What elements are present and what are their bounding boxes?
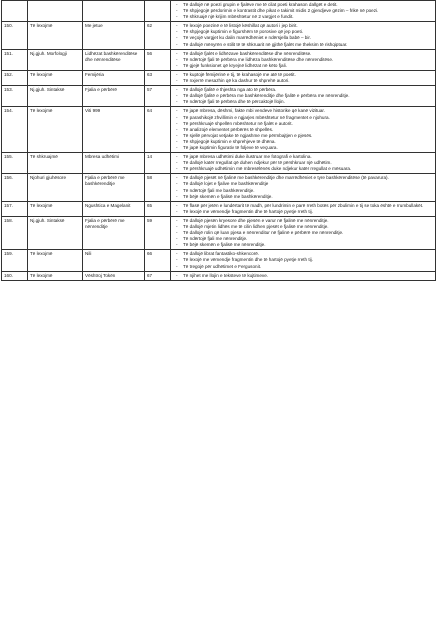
objective-item: - Të ndërtojë fjali me nënrenditje. — [173, 236, 433, 242]
table-row — [2, 271, 436, 280]
objective-item: - Të lexojë me vëmendje fragmentin dhe të hartojë pyetje rreth tij. — [173, 209, 433, 215]
objective-item: - Të japë kuptimin figurativ të foljeve të veçuara. — [173, 145, 433, 151]
objectives-cell — [171, 216, 436, 249]
hours-cell: 67 — [145, 271, 171, 280]
topic-cell: Vështroj Tokën — [83, 271, 145, 280]
table-row — [2, 174, 436, 201]
hours-cell: 63 — [145, 70, 171, 85]
objectives-cell — [171, 49, 436, 70]
objective-item: - Të dallojë lojet e fjalive me bashkërenditje — [173, 181, 433, 187]
topic-cell: Femijëria — [83, 70, 145, 85]
table-row — [2, 107, 436, 153]
objectives-cell — [171, 271, 436, 280]
objectives-list — [173, 154, 433, 172]
lesson-number-cell: 156. — [2, 174, 28, 201]
objectives-list — [173, 87, 433, 105]
objectives-cell — [171, 107, 436, 153]
objective-item: - Të gjejë funksionet që kryejnë lidhëzat në këto fjali. — [173, 63, 433, 69]
objective-item: - Të ndërtojë fjali të përbëra dhe të përcaktojë llojin. — [173, 99, 433, 105]
table-row — [2, 70, 436, 85]
objective-item: - Të dallojë fjalitë e përbëra me bashkërenditje dhe fjalitë e përbëra me nënrenditje. — [173, 93, 433, 99]
objectives-list — [173, 108, 433, 151]
category-cell: Të lexojmë — [28, 107, 83, 153]
objective-item: - Të dallojë mjetin lidhës me të cilin lidhen pjesët e fjalisë me nënrenditje. — [173, 224, 433, 230]
lesson-number-cell — [2, 1, 28, 22]
hours-cell: 62 — [145, 22, 171, 49]
objective-item: - Të dallojë mënyrën e stilit të të shkruarit në gjithë fjalët me theksim të rishqiptuar. — [173, 42, 433, 48]
table-row — [2, 153, 436, 174]
objectives-list — [173, 175, 433, 199]
category-cell: Njohuri gjuhësore — [28, 174, 83, 201]
table-row — [2, 86, 436, 107]
category-cell: Të lexojmë — [28, 70, 83, 85]
hours-cell — [145, 1, 171, 22]
hours-cell: 59 — [145, 216, 171, 249]
table-row — [2, 250, 436, 271]
objectives-list — [173, 23, 433, 47]
objective-item: - Të analizojë elementet përbërës të shpellës. — [173, 127, 433, 133]
hours-cell: 65 — [145, 201, 171, 216]
objective-item: - Të lexojë poezinë e të listojë këshillat që autori i jep birit. — [173, 23, 433, 29]
table-row — [2, 49, 436, 70]
objective-item: - Të nxjerrë mesazhin që ka dashur të shprehë autori. — [173, 78, 433, 84]
objective-item: - Të veçojë vargjet ku dalin marrëdhëniet e ndërsjella babë – bir. — [173, 35, 433, 41]
lesson-number-cell: 158. — [2, 216, 28, 249]
category-cell: Të lexojmë — [28, 271, 83, 280]
objectives-list — [173, 273, 433, 279]
objective-item: - Të kuptojë fëmijërinë e tij, të krahasojë me atë të poetit. — [173, 72, 433, 78]
topic-cell: Ngushtica e Magelanit — [83, 201, 145, 216]
lesson-number-cell: 151. — [2, 49, 28, 70]
lesson-number-cell: 150. — [2, 22, 28, 49]
objectives-list — [173, 251, 433, 269]
table-row — [2, 201, 436, 216]
objective-item: - Të shpjegojë kuptimin e figurshëm të porosive që jep poeti. — [173, 29, 433, 35]
table-row — [2, 216, 436, 249]
objectives-cell — [171, 174, 436, 201]
objective-item: - Të dallojë pjesët në fjalinë me bashkërenditje dhe marrëdhëniet e tyre bashkërenditëse (të pavarura). — [173, 175, 433, 181]
hours-cell: 58 — [145, 174, 171, 201]
objectives-list — [173, 2, 433, 20]
objectives-list — [173, 218, 433, 248]
category-cell: Të lexojmë — [28, 201, 83, 216]
table-row — [2, 1, 436, 22]
objective-item: - Të shpjegojë përdorimin e kontrastit dhe pikat e takimit midis 2 gjendjeve gëzim – frikë në poezi. — [173, 8, 433, 14]
objective-item: - Të dallojë në poezi grupin e fjalëve me të cilat poeti krahason dallgët e detit. — [173, 2, 433, 8]
objective-item: - Të dallojë fjalët e lidhëzave bashkërenditëse dhe nënrenditëse. — [173, 51, 433, 57]
hours-cell: 66 — [145, 250, 171, 271]
lesson-number-cell: 159. — [2, 250, 28, 271]
category-cell: Të lexojmë — [28, 250, 83, 271]
objectives-cell — [171, 201, 436, 216]
category-cell: Nj.gjuh. Morfologji — [28, 49, 83, 70]
lesson-number-cell: 157. — [2, 201, 28, 216]
topic-cell: Fjalia e përbërë me nënrenditje — [83, 216, 145, 249]
category-cell: Të shkruajmë — [28, 153, 83, 174]
category-cell: Të lexojmë — [28, 22, 83, 49]
objective-item: - Të tregojë për udhëtimet e Fergusonit. — [173, 264, 433, 270]
curriculum-table — [1, 0, 436, 281]
table-row — [2, 22, 436, 49]
objectives-cell — [171, 22, 436, 49]
objectives-cell — [171, 86, 436, 107]
hours-cell: 57 — [145, 86, 171, 107]
objective-item: - Të japë mbresa, dëshmi, fakte mbi vendeve historike që kanë vizituar. — [173, 108, 433, 114]
objectives-cell — [171, 1, 436, 22]
objective-item: - Të dallojë fjalitë e thjeshta nga ato të përbëra. — [173, 87, 433, 93]
objective-item: - Të ndërtojë fjali me bashkërenditje. — [173, 188, 433, 194]
objective-item: - Të dallojë katër rregullat që duhen ndjekur për të përshkruar një udhëtim. — [173, 160, 433, 166]
lesson-number-cell: 152. — [2, 70, 28, 85]
category-cell: Nj.gjuh. Sintaksë — [28, 86, 83, 107]
lesson-number-cell: 154. — [2, 107, 28, 153]
topic-cell: Fjalia e përbërë — [83, 86, 145, 107]
objective-item: - Të sjellë përvojat vetjake të ngjashme me përmbajtjen e pjesës. — [173, 133, 433, 139]
objectives-cell — [171, 70, 436, 85]
objective-item: - Të dallojë rolin që luan pjesa e nënrenditur në fjalinë e përbërë me nënrenditje. — [173, 230, 433, 236]
objective-item: - Të shkruajë një krijim mbështetur në 2 vargjet e fundit. — [173, 14, 433, 20]
objective-item: - Të shpjegojë kuptimin e shprehjeve të dhëna. — [173, 139, 433, 145]
category-cell — [28, 1, 83, 22]
objectives-list — [173, 51, 433, 69]
objective-item: - Të japë mbresa udhëtimi duke ilustruar me fotografi e kartolina. — [173, 154, 433, 160]
objective-item: - Të dallojë librat fantastiko-shkencorë. — [173, 251, 433, 257]
objective-item: - Të përshkruajë udhëtimin më mbresëlënës duke ndjekur katër rregullat e mësuara. — [173, 166, 433, 172]
objectives-list — [173, 203, 433, 215]
objective-item: - Të bëjë skemën e fjalisë me bashkërenditje. — [173, 194, 433, 200]
topic-cell: Fjalia e përbërë me bashkërenditje — [83, 174, 145, 201]
category-cell: Nj.gjuh. Sintaksë — [28, 216, 83, 249]
topic-cell: Mbresa udhëtimi — [83, 153, 145, 174]
topic-cell: Me jetue — [83, 22, 145, 49]
topic-cell — [83, 1, 145, 22]
hours-cell: 64 — [145, 107, 171, 153]
objectives-list — [173, 72, 433, 84]
lesson-number-cell: 155. — [2, 153, 28, 174]
hours-cell: 56 — [145, 49, 171, 70]
objective-item: - Të parashikojë zhvillimin e ngjarjes mbështetur në fragmentet e njohura. — [173, 115, 433, 121]
objectives-cell — [171, 153, 436, 174]
lesson-number-cell: 153. — [2, 86, 28, 107]
objective-item: - Të lexojë me vëmendje fragmentin dhe të hartojë pyetje rreth tij. — [173, 257, 433, 263]
objective-item: - Të ndërtojë fjali të përbëra me lidhëza bashkërenditëse dhe nënrenditëse. — [173, 57, 433, 63]
objective-item: - Të bëjë skemën e fjalisë me nënrenditje. — [173, 242, 433, 248]
objective-item: - Të flasë për jetën e lundërtarit të madh, për lundrimin e parë rreth botës për zbulimin e tij se toka është e rrumbullakët. — [173, 203, 433, 209]
table-body — [2, 1, 436, 281]
topic-cell: Nili — [83, 250, 145, 271]
objective-item: - Të përshkruajë shpellën mbështetur në fjalët e autorit. — [173, 121, 433, 127]
objective-item: - Të njihet me llojin e teksteve të kujtimeve. — [173, 273, 433, 279]
topic-cell: Lidhëzat bashkërenditëse dhe nënrenditëse — [83, 49, 145, 70]
objectives-cell — [171, 250, 436, 271]
topic-cell: Viti 999 — [83, 107, 145, 153]
objective-item: - Të dallojë pjesën kryesore dhe pjesën e varur në fjalinë me nënrenditje. — [173, 218, 433, 224]
lesson-number-cell: 160. — [2, 271, 28, 280]
hours-cell: 14 — [145, 153, 171, 174]
